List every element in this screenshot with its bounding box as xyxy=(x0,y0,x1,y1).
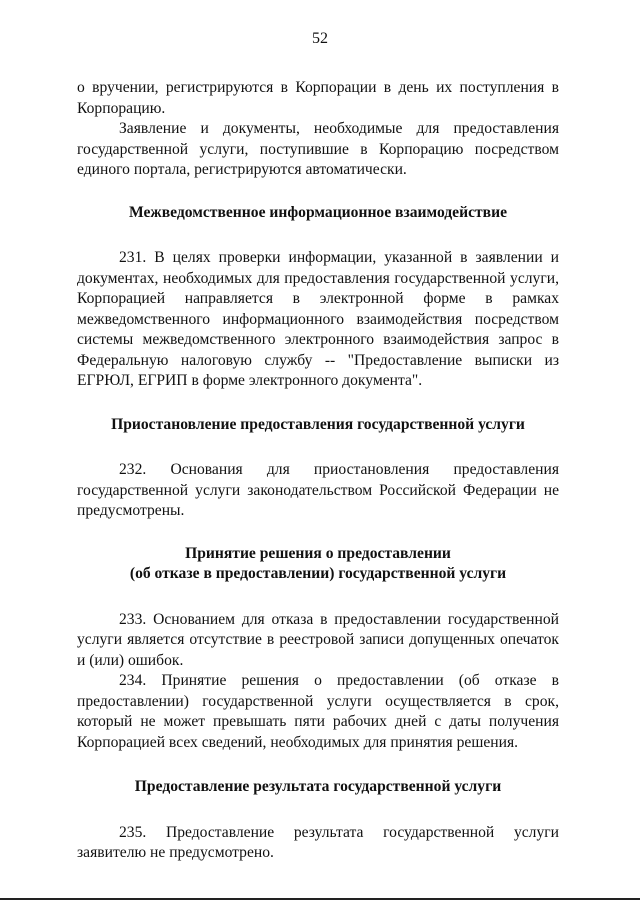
paragraph-234: 234. Принятие решения о предоставлении (об отказе в предоставлении) государственной услуги осуществляется в срок, который не может превышать пяти рабочих дней с даты получения Корпорацией всех сведений, необходимых для принятия решения. xyxy=(77,672,559,751)
paragraph-231: 231. В целях проверки информации, указанной в заявлении и документах, необходимых для предоставления государственной услуги, Корпорацией направляется в электронной форме в рамках межведомственного информационного взаимодействия посредством системы межведомственного электронного взаимодействия запрос в Федеральную налоговую службу -- "Предоставление выписки из ЕГРЮЛ, ЕГРИП в форме электронного документа". xyxy=(77,249,559,389)
paragraph-continuation: о вручении, регистрируются в Корпорации в день их поступления в Корпорацию. xyxy=(77,79,559,117)
paragraph-235: 235. Предоставление результата государственной услуги заявителю не предусмотрено. xyxy=(77,823,559,861)
paragraph-232: 232. Основания для приостановления предоставления государственной услуги законодательством Российской Федерации не предусмотрены. xyxy=(77,461,559,519)
heading-suspension: Приостановление предоставления государственной услуги xyxy=(111,415,525,433)
page-number: 52 xyxy=(312,30,328,47)
heading-interagency-interaction: Межведомственное информационное взаимодействие xyxy=(129,203,507,221)
paragraph-application-registration: Заявление и документы, необходимые для предоставления государственной услуги, поступившие в Корпорацию посредством единого портала, регистрируются автоматически. xyxy=(77,120,559,178)
heading-decision-line-2: (об отказе в предоставлении) государственной услуги xyxy=(129,565,507,582)
document-body xyxy=(77,78,559,864)
paragraph-233: 233. Основанием для отказа в предоставлении государственной услуги является отсутствие в реестровой записи допущенных опечаток и (или) ошибок. xyxy=(77,610,559,669)
heading-decision-line-1: Принятие решения о предоставлении xyxy=(185,544,451,562)
heading-result-provision: Предоставление результата государственной услуги xyxy=(134,778,502,795)
heading-decision xyxy=(77,544,559,585)
